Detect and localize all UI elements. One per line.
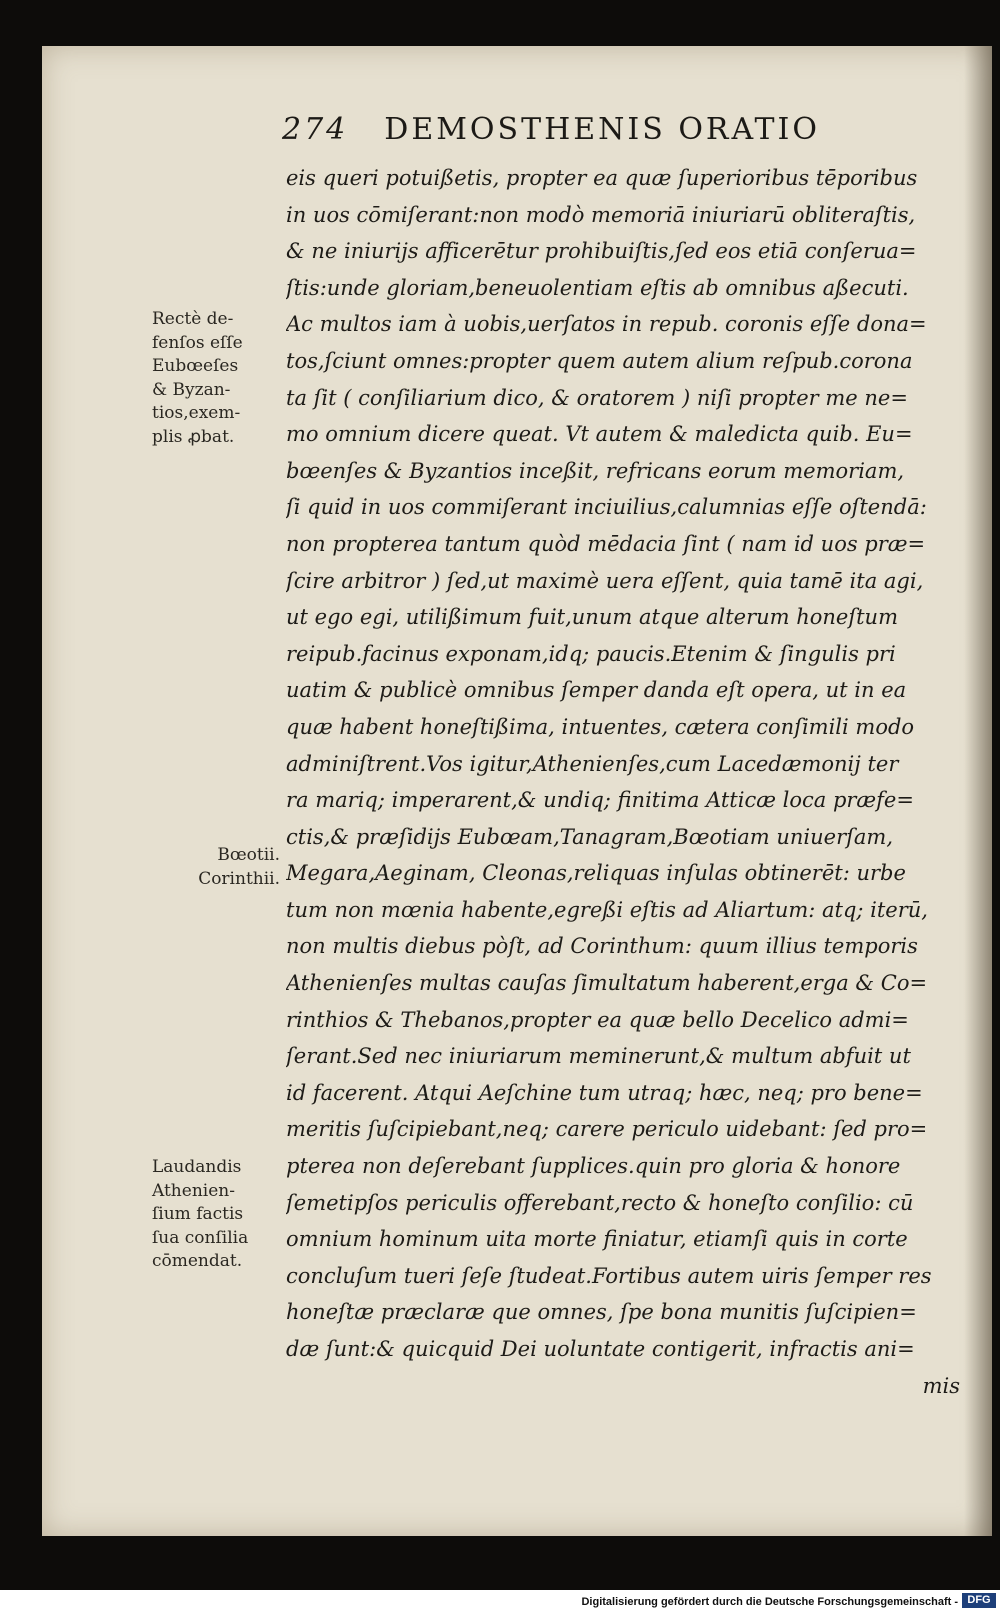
running-head [282, 112, 922, 147]
book-page [42, 46, 992, 1536]
text-line: non multis diebus pòſt, ad Corinthum: quum illius temporis [286, 934, 918, 959]
text-line: id facerent. Atqui Aeſchine tum utraq; hæc, neq; pro bene= [286, 1080, 923, 1105]
text-line: dæ ſunt:& quicquid Dei uoluntate contigerit, infractis ani= [286, 1337, 915, 1361]
text-line: ctis,& præſidijs Eubœam,Tanagram,Bœotiam uniuerſam, [286, 824, 894, 849]
digitization-footer [0, 1590, 1000, 1610]
text-line: eis queri potuißetis, propter ea quæ ſuperioribus tēporibus [286, 166, 918, 190]
dfg-logo-icon: DFG [962, 1593, 996, 1608]
text-line: Megara,Aeginam, Cleonas,reliquas inſulas obtinerēt: urbe [286, 861, 906, 886]
page-number: 274 [282, 112, 349, 147]
text-line: omnium hominum uita morte finiatur, etiamſi quis in corte [286, 1227, 908, 1252]
text-line: mo omnium dicere queat. Vt autem & maledicta quib. Eu= [286, 422, 913, 447]
marginal-line: tios,exem- [152, 403, 241, 424]
marginal-line: plis ꝓbat. [152, 426, 235, 447]
text-line: rinthios & Thebanos,propter ea quæ bello Decelico admi= [286, 1007, 909, 1032]
text-line: pterea non deſerebant ſupplices.quin pro gloria & honore [286, 1154, 901, 1179]
text-line: ſi quid in uos commiſerant inciuilius,calumnias eſſe oſtendā: [286, 495, 927, 520]
text-line: meritis ſuſcipiebant,neq; carere periculo uidebant: ſed pro= [286, 1117, 928, 1142]
text-line: Ac multos iam à uobis,uerſatos in repub. coronis eſſe dona= [286, 312, 927, 337]
text-line: ut ego egi, utilißimum fuit,unum atque alterum honeſtum [286, 605, 898, 630]
text-line: tum non mœnia habente,egreßi eſtis ad Aliartum: atq; iterū, [286, 897, 928, 922]
marginal-line: Corinthii. [198, 868, 280, 889]
marginal-line: Laudandis [152, 1157, 242, 1177]
text-line: adminiſtrent.Vos igitur,Athenienſes,cum Lacedæmonij ter [286, 751, 899, 776]
marginal-note-1 [152, 308, 280, 450]
marginal-note-2 [152, 844, 280, 891]
marginal-line: Athenien- [152, 1180, 235, 1201]
marginal-line: fenſos eſſe [152, 332, 243, 353]
text-line: bœenſes & Byzantios inceßit, refricans eorum memoriam, [286, 458, 905, 483]
footer-credit: Digitalisierung gefördert durch die Deutsche Forschungsgemeinschaft - [581, 1596, 958, 1608]
marginal-note-3 [152, 1156, 280, 1274]
marginal-line: ſium factis [152, 1204, 244, 1225]
text-line: ta ſit ( conſiliarium dico, & oratorem ) niſi propter me ne= [286, 385, 908, 410]
text-line: concluſum tueri ſeſe ſtudeat.Fortibus autem uiris ſemper res [286, 1263, 932, 1288]
text-line: tos,ſciunt omnes:propter quem autem alium reſpub.corona [286, 348, 913, 373]
text-line: quæ habent honeſtißima, intuentes, cætera conſimili modo [286, 714, 915, 739]
text-line: ſemetipſos periculis offerebant,recto & honeſto conſilio: cū [286, 1190, 914, 1215]
marginal-line: cōmendat. [152, 1251, 243, 1272]
text-line: ſtis:unde gloriam,beneuolentiam eſtis ab omnibus aßecuti. [286, 275, 909, 300]
marginal-line: ſua conſilia [152, 1227, 249, 1248]
text-line: ſerant.Sed nec iniuriarum meminerunt,& multum abfuit ut [286, 1044, 911, 1069]
catchword: mis [922, 1373, 960, 1398]
text-line: ra mariq; imperarent,& undiq; finitima Atticæ loca præfe= [286, 788, 914, 813]
text-line: & ne iniurijs afficerētur prohibuiſtis,ſed eos etiā conſerua= [286, 239, 917, 264]
text-line: in uos cōmiſerant:non modò memoriā iniuriarū obliteraſtis, [286, 202, 916, 227]
marginal-line: Bœotii. [217, 845, 280, 865]
text-line: honeſtæ præclaræ que omnes, ſpe bona munitis ſuſcipien= [286, 1300, 917, 1325]
marginal-line: Eubœeſes [152, 356, 239, 377]
text-line: reipub.facinus exponam,idq; paucis.Etenim & ſingulis pri [286, 641, 896, 666]
text-line: ſcire arbitror ) ſed,ut maximè uera eſſent, quia tamē ita agi, [286, 568, 924, 593]
body-text [286, 160, 986, 1404]
text-line: non propterea tantum quòd mēdacia ſint ( nam id uos præ= [286, 531, 926, 556]
text-line: uatim & publicè omnibus ſemper danda eſt opera, ut in ea [286, 678, 907, 703]
marginal-line: & Byzan- [152, 379, 231, 400]
marginal-line: Rectè de- [152, 309, 234, 329]
text-line: Athenienſes multas cauſas ſimultatum haberent,erga & Co= [286, 971, 928, 996]
page-title: DEMOSTHENIS ORATIO [384, 112, 821, 147]
